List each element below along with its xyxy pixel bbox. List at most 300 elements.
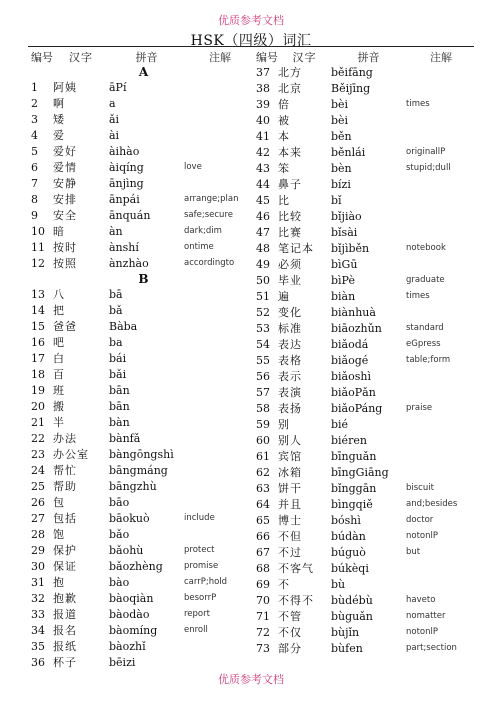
entry-number: 9 — [31, 208, 38, 222]
entry-pinyin: ài — [109, 128, 120, 142]
entry-hanzi: 按照 — [53, 257, 77, 270]
entry-hanzi: 不 — [278, 578, 290, 591]
entry-number: 51 — [256, 289, 270, 303]
entry-hanzi: 安全 — [53, 209, 77, 222]
entry-hanzi: 比赛 — [278, 226, 302, 239]
entry-number: 10 — [31, 224, 45, 238]
entry-pinyin: a — [109, 96, 116, 110]
entry-pinyin: ānpái — [109, 192, 140, 206]
entry-hanzi: 爱情 — [53, 161, 77, 174]
entry-pinyin: búguò — [331, 545, 366, 559]
entry-pinyin: ànzhào — [109, 256, 149, 270]
entry-hanzi: 并且 — [278, 498, 302, 511]
vocab-row — [31, 510, 256, 526]
vocab-row — [31, 286, 256, 302]
entry-hanzi: 本 — [278, 130, 290, 143]
entry-hanzi: 鼻子 — [278, 178, 302, 191]
entry-hanzi: 按时 — [53, 241, 77, 254]
entry-hanzi: 不过 — [278, 546, 302, 559]
entry-pinyin: Běijīng — [331, 81, 371, 95]
entry-hanzi: 表演 — [278, 386, 302, 399]
entry-note: safe;secure — [184, 210, 233, 220]
entry-pinyin: bàozhǐ — [109, 639, 146, 653]
entry-number: 52 — [256, 305, 270, 319]
entry-number: 61 — [256, 449, 270, 463]
entry-pinyin: bǐjiào — [331, 209, 362, 223]
entry-number: 38 — [256, 81, 270, 95]
entry-number: 22 — [31, 431, 45, 445]
vocab-row — [256, 224, 476, 240]
entry-hanzi: 变化 — [278, 306, 302, 319]
entry-note: ontime — [184, 242, 214, 252]
vocab-row — [31, 526, 256, 542]
entry-hanzi: 杯子 — [53, 656, 77, 669]
entry-hanzi: 饱 — [53, 528, 65, 541]
entry-number: 6 — [31, 160, 38, 174]
entry-hanzi: 帮忙 — [53, 464, 77, 477]
entry-hanzi: 帮助 — [53, 480, 77, 493]
entry-hanzi: 爸爸 — [53, 320, 77, 333]
entry-number: 29 — [31, 543, 45, 557]
entry-pinyin: āPí — [109, 80, 127, 94]
entry-number: 21 — [31, 415, 45, 429]
entry-pinyin: ànshí — [109, 240, 139, 254]
entry-pinyin: bùjǐn — [331, 625, 360, 639]
entry-number: 55 — [256, 353, 270, 367]
vocab-row — [256, 112, 476, 128]
entry-pinyin: bǎozhèng — [109, 559, 163, 573]
entry-hanzi: 别人 — [278, 434, 302, 447]
header-note: 注解 — [430, 50, 452, 64]
entry-pinyin: búkèqi — [331, 561, 369, 575]
entry-number: 2 — [31, 96, 38, 110]
entry-hanzi: 倍 — [278, 98, 290, 111]
entry-hanzi: 暗 — [53, 225, 65, 238]
vocab-row — [31, 558, 256, 574]
entry-pinyin: bāo — [109, 495, 130, 509]
entry-note: notonlP — [406, 531, 438, 541]
entry-pinyin: bù — [331, 577, 346, 591]
vocab-row — [256, 624, 476, 640]
entry-number: 43 — [256, 161, 270, 175]
entry-number: 33 — [31, 607, 45, 621]
entry-hanzi: 毕业 — [278, 274, 302, 287]
entry-hanzi: 包括 — [53, 512, 77, 525]
vocab-row — [256, 144, 476, 160]
vocab-row — [256, 96, 476, 112]
vocab-row — [31, 223, 256, 239]
entry-pinyin: biǎogé — [331, 353, 369, 367]
entry-pinyin: bǎ — [109, 303, 123, 317]
entry-note: graduate — [406, 275, 445, 285]
entry-pinyin: biàn — [331, 289, 356, 303]
entry-number: 24 — [31, 463, 45, 477]
entry-number: 63 — [256, 481, 270, 495]
entry-number: 37 — [256, 65, 270, 79]
entry-note: praise — [406, 403, 433, 413]
header-pinyin: 拼音 — [357, 50, 380, 64]
entry-number: 66 — [256, 529, 270, 543]
entry-hanzi: 标准 — [278, 322, 302, 335]
entry-number: 20 — [31, 399, 45, 413]
entry-hanzi: 冰箱 — [278, 466, 302, 479]
vocab-row — [256, 368, 476, 384]
entry-hanzi: 阿姨 — [53, 81, 77, 94]
vocab-row — [256, 208, 476, 224]
entry-hanzi: 报道 — [53, 608, 77, 621]
entry-pinyin: àihào — [109, 144, 140, 158]
entry-note: originallP — [406, 147, 446, 157]
entry-number: 23 — [31, 447, 45, 461]
entry-number: 11 — [31, 240, 45, 254]
entry-number: 62 — [256, 465, 270, 479]
entry-pinyin: bīnguǎn — [331, 449, 377, 463]
vocab-row — [31, 127, 256, 143]
entry-pinyin: biéren — [331, 433, 367, 447]
entry-hanzi: 表格 — [278, 354, 302, 367]
entry-hanzi: 八 — [53, 288, 65, 301]
vocab-row — [31, 590, 256, 606]
entry-pinyin: bèi — [331, 113, 349, 127]
vocab-row — [256, 304, 476, 320]
entry-note: times — [406, 99, 430, 109]
entry-note: and;besides — [406, 499, 458, 509]
entry-hanzi: 被 — [278, 114, 290, 127]
entry-hanzi: 遍 — [278, 290, 290, 303]
entry-hanzi: 北方 — [278, 66, 302, 79]
vocab-row — [31, 462, 256, 478]
entry-note: report — [184, 609, 210, 619]
entry-pinyin: biànhuà — [331, 305, 376, 319]
entry-number: 36 — [31, 655, 45, 669]
vocab-row — [256, 256, 476, 272]
entry-pinyin: bǎo — [109, 527, 130, 541]
entry-note: table;form — [406, 355, 451, 365]
entry-hanzi: 报名 — [53, 624, 77, 637]
title-divider — [28, 46, 474, 47]
entry-pinyin: bēizi — [109, 655, 136, 669]
vocab-row — [31, 318, 256, 334]
entry-pinyin: běifāng — [331, 65, 373, 79]
entry-number: 39 — [256, 97, 270, 111]
entry-number: 50 — [256, 273, 270, 287]
banner-bottom: 优质参考文档 — [218, 673, 284, 686]
entry-hanzi: 比 — [278, 194, 290, 207]
entry-note: carrP;hold — [184, 577, 228, 587]
entry-note: but — [406, 547, 421, 557]
entry-number: 8 — [31, 192, 38, 206]
entry-number: 16 — [31, 335, 45, 349]
entry-pinyin: biǎoshì — [331, 369, 371, 383]
entry-pinyin: biǎoPǎn — [331, 385, 376, 399]
entry-number: 18 — [31, 367, 45, 381]
entry-number: 32 — [31, 591, 45, 605]
vocab-row — [31, 111, 256, 127]
header-hanzi: 汉字 — [292, 50, 317, 64]
vocab-row — [256, 448, 476, 464]
entry-pinyin: bízi — [331, 177, 351, 191]
entry-hanzi: 饼干 — [278, 482, 302, 495]
vocab-row — [256, 192, 476, 208]
vocab-row — [256, 128, 476, 144]
vocab-row — [31, 143, 256, 159]
vocab-row — [31, 414, 256, 430]
entry-hanzi: 部分 — [278, 642, 302, 655]
entry-hanzi: 不得不 — [278, 594, 314, 607]
entry-pinyin: běnlái — [331, 145, 366, 159]
entry-number: 49 — [256, 257, 270, 271]
entry-number: 59 — [256, 417, 270, 431]
entry-number: 68 — [256, 561, 270, 575]
entry-pinyin: bùdébù — [331, 593, 373, 607]
entry-hanzi: 办公室 — [53, 448, 89, 461]
entry-pinyin: búdàn — [331, 529, 366, 543]
entry-hanzi: 不客气 — [278, 562, 314, 575]
entry-hanzi: 矮 — [53, 113, 65, 126]
entry-pinyin: bǐjìběn — [331, 241, 370, 255]
vocab-row — [256, 544, 476, 560]
entry-pinyin: bā — [109, 287, 123, 301]
vocab-row — [31, 175, 256, 191]
entry-pinyin: bóshì — [331, 513, 361, 527]
entry-pinyin: bàodào — [109, 607, 150, 621]
vocab-row — [256, 640, 476, 656]
entry-number: 1 — [31, 80, 38, 94]
header-hanzi: 汉字 — [69, 50, 93, 64]
entry-note: eGpress — [406, 339, 441, 349]
section-heading-b: B — [138, 271, 149, 286]
vocab-row — [31, 350, 256, 366]
vocab-row — [256, 384, 476, 400]
entry-hanzi: 白 — [53, 352, 65, 365]
vocab-row — [256, 512, 476, 528]
entry-note: biscuit — [406, 483, 434, 493]
entry-number: 47 — [256, 225, 270, 239]
entry-number: 31 — [31, 575, 45, 589]
entry-hanzi: 不仅 — [278, 626, 302, 639]
entry-pinyin: bàn — [109, 415, 130, 429]
vocab-row — [256, 432, 476, 448]
entry-note: enroll — [184, 625, 208, 635]
vocab-row — [31, 366, 256, 382]
entry-pinyin: ǎi — [109, 112, 120, 126]
vocab-row — [31, 302, 256, 318]
entry-pinyin: bào — [109, 575, 130, 589]
entry-number: 7 — [31, 176, 38, 190]
entry-number: 69 — [256, 577, 270, 591]
entry-hanzi: 必须 — [278, 258, 302, 271]
entry-number: 28 — [31, 527, 45, 541]
vocab-row — [31, 446, 256, 462]
vocab-row — [256, 336, 476, 352]
entry-number: 41 — [256, 129, 270, 143]
header-pinyin: 拼音 — [135, 50, 158, 64]
entry-number: 57 — [256, 385, 270, 399]
entry-pinyin: biǎodá — [331, 337, 369, 351]
entry-hanzi: 百 — [53, 368, 65, 381]
entry-hanzi: 啊 — [53, 97, 65, 110]
entry-hanzi: 笨 — [278, 162, 290, 175]
vocab-row — [256, 528, 476, 544]
section-a-rows — [31, 79, 256, 271]
entry-pinyin: bànfǎ — [109, 431, 141, 445]
vocab-row — [31, 79, 256, 95]
entry-pinyin: bái — [109, 351, 127, 365]
vocab-row — [256, 608, 476, 624]
entry-pinyin: bǐnggān — [331, 481, 377, 495]
entry-hanzi: 搬 — [53, 400, 65, 413]
vocab-row — [256, 240, 476, 256]
entry-hanzi: 把 — [53, 304, 65, 317]
entry-pinyin: bǎi — [109, 367, 127, 381]
entry-number: 58 — [256, 401, 270, 415]
entry-pinyin: biǎoPáng — [331, 401, 383, 415]
vocab-row — [31, 430, 256, 446]
entry-number: 44 — [256, 177, 270, 191]
entry-number: 13 — [31, 287, 45, 301]
vocab-row — [256, 560, 476, 576]
entry-pinyin: ānjìng — [109, 176, 144, 190]
entry-number: 42 — [256, 145, 270, 159]
entry-hanzi: 北京 — [278, 82, 302, 95]
vocab-row — [256, 496, 476, 512]
entry-note: promise — [184, 561, 219, 571]
entry-hanzi: 办法 — [53, 432, 77, 445]
entry-number: 35 — [31, 639, 45, 653]
vocab-row — [256, 272, 476, 288]
entry-number: 56 — [256, 369, 270, 383]
entry-pinyin: àiqíng — [109, 160, 144, 174]
entry-number: 17 — [31, 351, 45, 365]
right-header-row — [256, 49, 476, 64]
vocab-row — [256, 288, 476, 304]
entry-hanzi: 表扬 — [278, 402, 302, 415]
entry-pinyin: bāngzhù — [109, 479, 157, 493]
entry-note: protect — [184, 545, 215, 555]
entry-pinyin: bìGū — [331, 257, 358, 271]
entry-hanzi: 包 — [53, 496, 65, 509]
entry-hanzi: 保护 — [53, 544, 77, 557]
entry-pinyin: ba — [109, 335, 123, 349]
entry-hanzi: 本来 — [278, 146, 302, 159]
entry-note: dark;dim — [184, 226, 222, 236]
vocab-row — [256, 464, 476, 480]
vocab-row — [31, 239, 256, 255]
vocab-row — [31, 255, 256, 271]
vocab-row — [256, 64, 476, 80]
entry-hanzi: 抱歉 — [53, 592, 77, 605]
header-number: 编号 — [31, 50, 53, 64]
entry-pinyin: bèn — [331, 161, 352, 175]
banner-top: 优质参考文档 — [218, 14, 284, 27]
vocab-row — [256, 320, 476, 336]
entry-number: 3 — [31, 112, 38, 126]
entry-note: love — [184, 162, 202, 172]
entry-note: times — [406, 291, 430, 301]
vocab-row — [31, 382, 256, 398]
vocab-row — [31, 606, 256, 622]
entry-pinyin: àn — [109, 224, 123, 238]
entry-number: 54 — [256, 337, 270, 351]
entry-number: 45 — [256, 193, 270, 207]
vocab-row — [31, 654, 256, 670]
vocab-row — [256, 480, 476, 496]
entry-hanzi: 安排 — [53, 193, 77, 206]
entry-number: 72 — [256, 625, 270, 639]
entry-hanzi: 表示 — [278, 370, 302, 383]
entry-number: 14 — [31, 303, 45, 317]
entry-note: standard — [406, 323, 444, 333]
entry-pinyin: běn — [331, 129, 352, 143]
entry-note: nomatter — [406, 611, 446, 621]
vocab-row — [256, 592, 476, 608]
entry-pinyin: biāozhǔn — [331, 321, 382, 335]
vocab-row — [31, 542, 256, 558]
entry-number: 12 — [31, 256, 45, 270]
entry-hanzi: 表达 — [278, 338, 302, 351]
entry-pinyin: ānquán — [109, 208, 151, 222]
entry-hanzi: 爱 — [53, 129, 65, 142]
vocab-row — [31, 159, 256, 175]
entry-pinyin: bèi — [331, 97, 349, 111]
vocab-row — [31, 478, 256, 494]
entry-pinyin: bùfen — [331, 641, 363, 655]
entry-pinyin: bié — [331, 417, 349, 431]
entry-number: 4 — [31, 128, 38, 142]
vocab-row — [31, 494, 256, 510]
entry-number: 67 — [256, 545, 270, 559]
vocab-row — [256, 400, 476, 416]
entry-pinyin: bīngGiāng — [331, 465, 389, 479]
entry-number: 5 — [31, 144, 38, 158]
entry-note: besorrP — [184, 593, 217, 603]
entry-hanzi: 博士 — [278, 514, 302, 527]
entry-hanzi: 不但 — [278, 530, 302, 543]
vocab-row — [256, 416, 476, 432]
entry-number: 73 — [256, 641, 270, 655]
entry-number: 65 — [256, 513, 270, 527]
entry-number: 46 — [256, 209, 270, 223]
entry-number: 40 — [256, 113, 270, 127]
vocab-row — [256, 80, 476, 96]
vocab-row — [31, 191, 256, 207]
vocab-row — [31, 622, 256, 638]
vocab-row — [256, 160, 476, 176]
entry-note: notebook — [406, 243, 446, 253]
entry-pinyin: Bàba — [109, 319, 138, 333]
header-note: 注解 — [209, 50, 231, 64]
entry-hanzi: 安静 — [53, 177, 77, 190]
entry-number: 60 — [256, 433, 270, 447]
vocab-row — [31, 638, 256, 654]
right-rows — [256, 64, 476, 656]
entry-number: 25 — [31, 479, 45, 493]
entry-note: notonlP — [406, 627, 438, 637]
entry-hanzi: 保证 — [53, 560, 77, 573]
vocab-row — [31, 334, 256, 350]
entry-pinyin: bàngōngshì — [109, 447, 174, 461]
entry-number: 15 — [31, 319, 45, 333]
entry-note: accordingto — [184, 258, 235, 268]
entry-pinyin: bìPè — [331, 273, 355, 287]
entry-note: stupid;dull — [406, 163, 451, 173]
entry-hanzi: 爱好 — [53, 145, 77, 158]
vocab-row — [31, 207, 256, 223]
entry-pinyin: bǐ — [331, 193, 342, 207]
entry-pinyin: bǎohù — [109, 543, 144, 557]
entry-pinyin: bāokuò — [109, 511, 150, 525]
left-header-row — [31, 49, 256, 64]
